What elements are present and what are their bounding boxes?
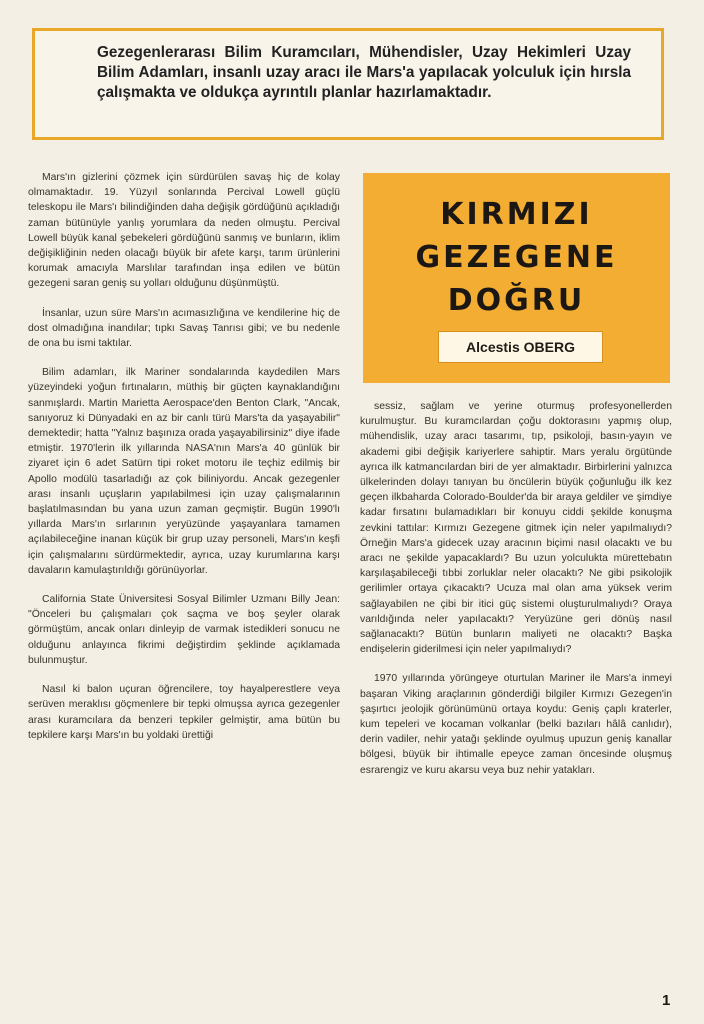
intro-box: [32, 28, 664, 140]
title-box: [363, 173, 670, 383]
title-line-1: KIRMIZI: [440, 197, 593, 232]
page-number: 1: [662, 992, 671, 1009]
title-line-3: DOĞRU: [447, 283, 586, 318]
body-paragraph: Nasıl ki balon uçuran öğrencilere, toy hayalperestlere veya serüven meraklısı göçmenlere bir tepki olmuşsa ayrıca gezegenler arası kuramcılara da benzeri tepkiler gelmiştir, ama bütün bu tepkilere karşı Mars'ın bu yoldaki ürettiği: [28, 684, 340, 741]
body-paragraph: İnsanlar, uzun süre Mars'ın acımasızlığına ve kendilerine hiç de dost olmadığına inandılar; tıpkı Savaş Tanrısı gibi; ve bu nedenle de ona bu ismi taktılar.: [28, 307, 340, 350]
article-title: [363, 193, 670, 322]
left-column: [28, 170, 340, 757]
body-paragraph: 1970 yıllarında yörüngeye oturtulan Mariner ile Mars'a inmeyi başaran Viking araçlarının gönderdiği bilgiler Kırmızı Gezegen'in şaşırtıcı jeolojik görünümünü ortaya koydu: Geniş çaplı kraterler, kum tepeleri ve kocaman volkanlar (belki bazıları hâlâ canlıdır), derin vadiler, nehir yatağı şeklinde oyulmuş upuzun geniş kanallar bölgesi, büyük bir ihtimalle epeyce zaman öncesinde oluşmuş esrarengiz ve kuru akarsu veya buz nehir yatakları.: [360, 673, 672, 776]
right-column: [360, 399, 672, 792]
body-paragraph: Mars'ın gizlerini çözmek için sürdürülen savaş hiç de kolay olmamaktadır. 19. Yüzyıl sonlarında Percival Lowell güçlü teleskopu ile Mars'ı bilindiğinden daha değişik gördüğünü açıkladığı zaman bütünüyle yanlış yorumlara da neden olmuştu. Percival Lowell büyük kanal şebekeleri gördüğünü sanmış ve bunların, iklim değişikliğinin neden olacağı büyük bir afete karşı, tarım ürünlerini korumak amacıyla Marslılar tarafından inşa edilen ve bütün gezegeni saran geniş su yolları olduğunu düşünmüştü.: [28, 172, 340, 290]
body-paragraph: Bilim adamları, ilk Mariner sondalarında kaydedilen Mars yüzeyindeki yoğun fırtınaların, müthiş bir güçten kaynaklandığını sanmışlardı. Martin Marietta Aerospace'den Benton Clark, "Ancak, sanıyoruz ki Dünyadaki en az bir canlı türü Mars'ta da yaşayabilir" demektedir; hatta "Yalnız başınıza orada yaşayabilirsiniz" diye ifade etmiştir. 1970'lerin ilk yıllarında NASA'nın Mars'a 40 günlük bir ziyaret için 6 adet Satürn tipi roket motoru ile teçhiz edilmiş bir Apollo modülü tasarladığı az çok biliniyordu. Ancak gezegenler arası insanlı uçuşların yapılabilmesi için uzay çalışmalarının başlatılmasından bu yana uzun zaman geçmiştir. Bugün 1990'lı yıllarda Mars'ın sırlarının yeryüzünde yaşayanlara tamamen açılabileceğine inanan küçük bir grup uzay personeli, Mars'ın keşfi için çalışmalarını sürdürmektedir, ayrıca, uzay kurumlarına karşı davaların kamulaştırıldığı görünüyorlar.: [28, 367, 340, 576]
title-line-2: GEZEGENE: [415, 240, 618, 275]
body-paragraph: sessiz, sağlam ve yerine oturmuş profesyonellerden kurulmuştur. Bu kuramcılardan çoğu doktorasını yapmış olup, mühendislik, uzay aracı tasarımı, tıp, psikoloji, basın-yayın ve akademi gibi değişik kariyerlere sahiptir. Mars yeralu örgütünde ayrıca ilk katmancılardan biri de yer almaktadır. Birbirlerini yalnızca ülkelerinden dolayı tanıyan bu öncülerin büyük çoğunluğu ilk kez geçen ilkbaharda Colorado-Boulder'da bir araya geldiler ve şimdiye kadar fırsatını bulamadıkları bir konuyu ciddi şekilde konuşma zevkini tattılar: Kırmızı Gezegene gitmek için neler yapılmalıydı? Örneğin Mars'a gidecek uzay aracının biçimi nasıl olacaktı ve bu aracı ne şekilde yapacaklardı? Bu uzun yolculukta mürettebatın karşılaşabileceği tıbbi zorluklar neler olacaktı? Ne gibi psikolojik gerilimler ortaya çıkacaktı? Ucuza mal olan ama yüksek verim sağlayabilen ne çibi bir itici güç sistemi oluşturulmalıydı? Oraya varıldığında neler yapılacaktı? Yeryüzüne geri dönüş nasıl sağlanacaktı? Bütün bunların maliyeti ne olacaktı? Başka endişelerin giderilmesi için neler yapılmalıydı?: [360, 401, 672, 656]
author-name: Alcestis OBERG: [438, 331, 603, 363]
body-paragraph: California State Üniversitesi Sosyal Bilimler Uzmanı Billy Jean: "Önceleri bu çalışmaları çok saçma ve boş şeyler olarak görmüştüm, ancak onları dinleyip de varmak istedikleri sonucu ne olduğunu anlayınca fikrimi değiştirdim şeklinde açıklamada bulunmuştur.: [28, 594, 340, 666]
intro-text: Gezegenlerarası Bilim Kuramcıları, Mühendisler, Uzay Hekimleri Uzay Bilim Adamları, insanlı uzay aracı ile Mars'a yapılacak yolculuk için hırsla çalışmakta ve oldukça ayrıntılı planlar hazırlamaktadır.: [97, 44, 631, 101]
